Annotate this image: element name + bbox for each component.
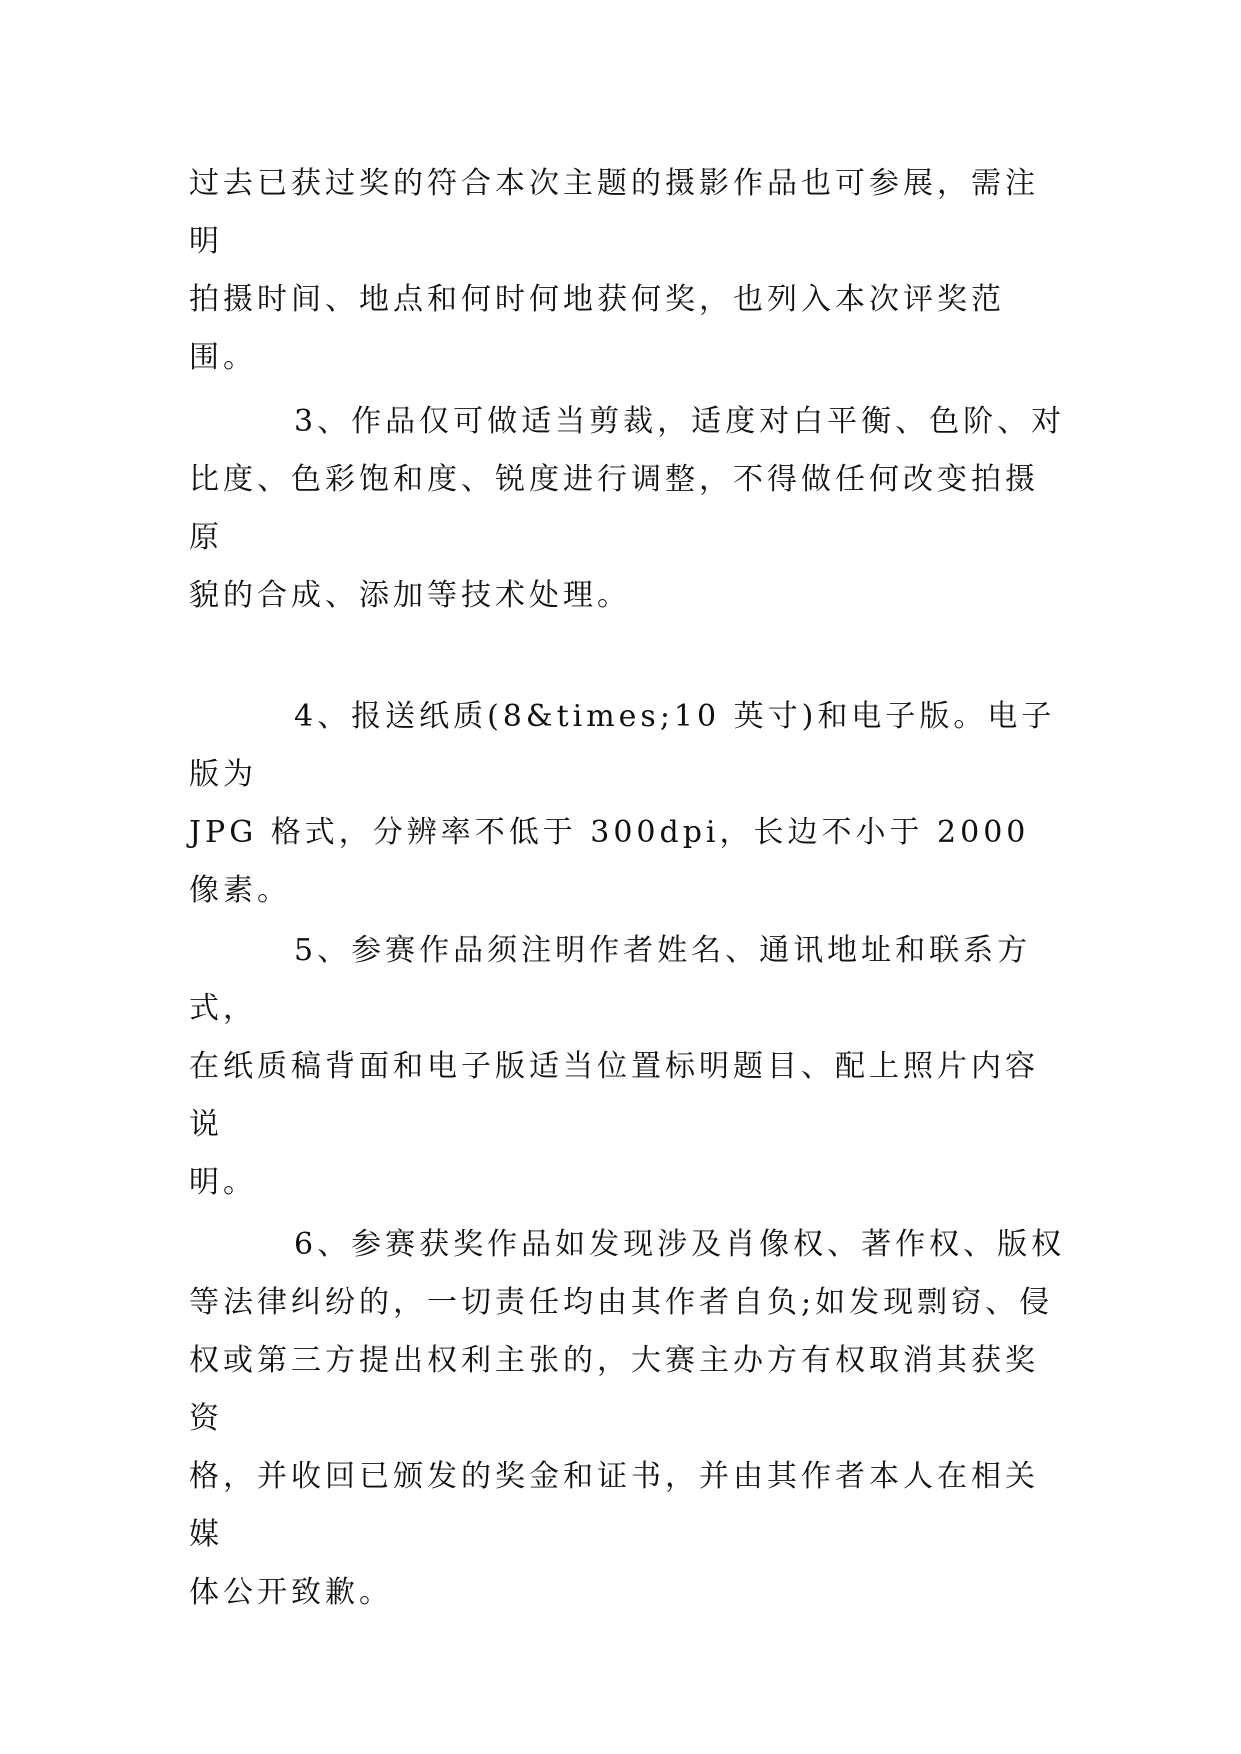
- paragraph-line: 体公开致歉。: [189, 1575, 393, 1610]
- paragraph-line: 等法律纠纷的，一切责任均由其作者自负;如发现剽窃、侵: [189, 1285, 1054, 1320]
- paragraph-line: 在纸质稿背面和电子版适当位置标明题目、配上照片内容说: [189, 1049, 1039, 1142]
- paragraph-continued: [189, 155, 1069, 387]
- paragraph-line: 格，并收回已颁发的奖金和证书，并由其作者本人在相关媒: [189, 1459, 1039, 1552]
- paragraph-line: 貌的合成、添加等技术处理。: [189, 578, 631, 613]
- paragraph-line: 拍摄时间、地点和何时何地获何奖，也列入本次评奖范围。: [189, 282, 1005, 375]
- paragraph-line: 4、报送纸质(8&times;10 英寸)和电子版。电子版为: [189, 699, 1056, 792]
- paragraph-line: 3、作品仅可做适当剪裁，适度对白平衡、色阶、对: [294, 404, 1066, 439]
- paragraph-line: 明。: [189, 1165, 257, 1200]
- paragraph-item-3: [189, 393, 1069, 625]
- paragraph-item-4: [189, 688, 1069, 920]
- paragraph-line: 6、参赛获奖作品如发现涉及肖像权、著作权、版权: [294, 1227, 1066, 1262]
- paragraph-item-5: [189, 922, 1069, 1212]
- paragraph-item-6: [189, 1216, 1069, 1622]
- paragraph-line: 5、参赛作品须注明作者姓名、通讯地址和联系方式，: [189, 933, 1032, 1026]
- paragraph-line: 过去已获过奖的符合本次主题的摄影作品也可参展，需注明: [189, 166, 1039, 259]
- paragraph-line: 权或第三方提出权利主张的，大赛主办方有权取消其获奖资: [189, 1343, 1039, 1436]
- paragraph-line: 比度、色彩饱和度、锐度进行调整，不得做任何改变拍摄原: [189, 462, 1039, 555]
- paragraph-line: JPG 格式，分辨率不低于 300dpi，长边不小于 2000 像素。: [189, 815, 1030, 908]
